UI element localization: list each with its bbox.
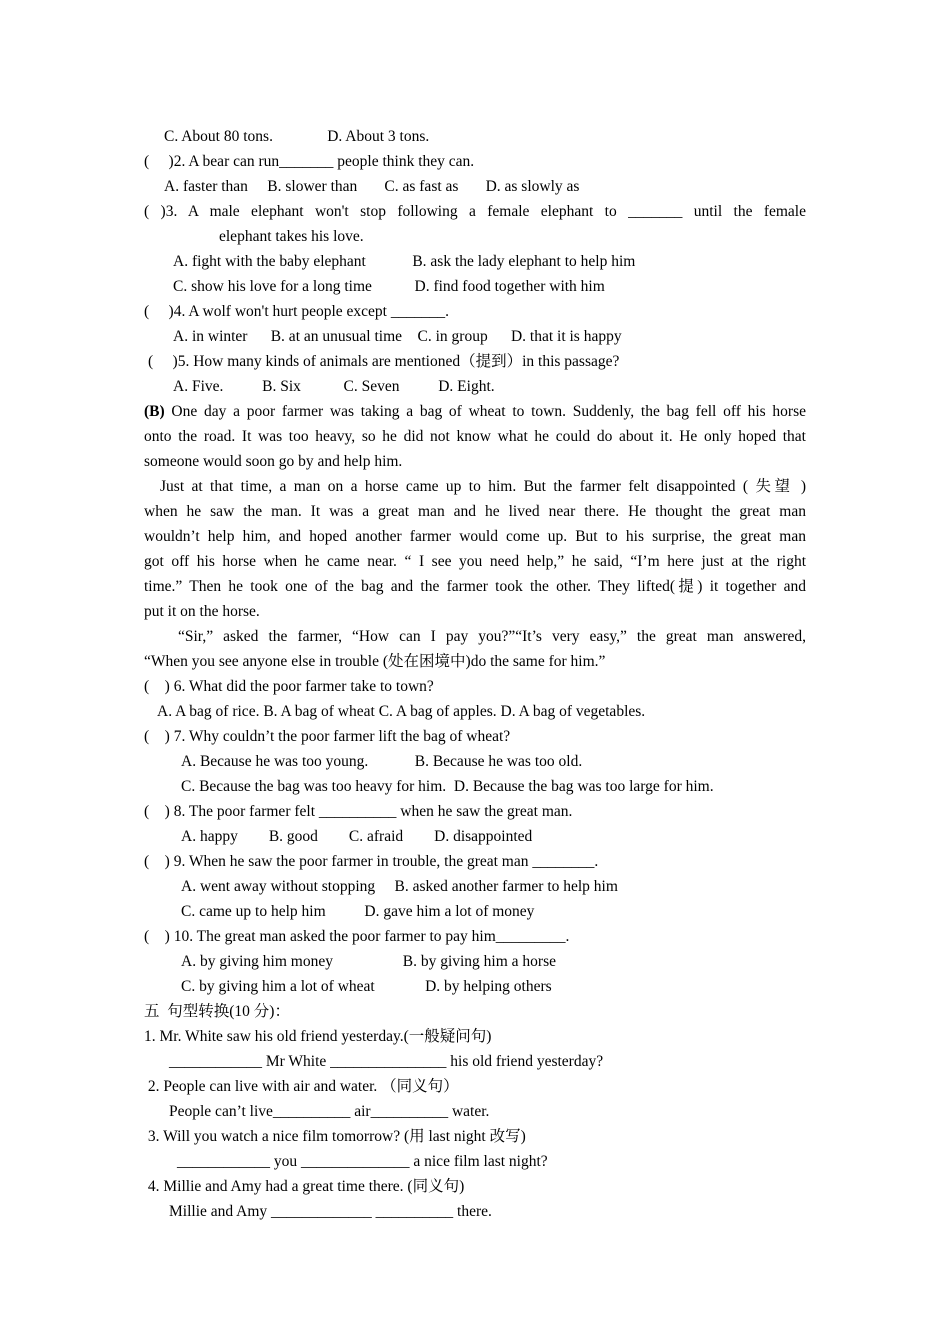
q3-stem-cont: elephant takes his love. [219, 228, 364, 245]
passage-b-p2-line6: put it on the horse. [144, 603, 260, 620]
q8-stem: ( ) 8. The poor farmer felt __________ when he saw the great man. [144, 803, 573, 820]
q2-options: A. faster than B. slower than C. as fast as D. as slowly as [164, 178, 580, 195]
s2-answer-line: People can’t live__________ air__________ water. [169, 1103, 490, 1120]
passage-b-p3-line1: “Sir,” asked the farmer, “How can I pay you?”“It’s very easy,” the great man answered, [178, 628, 806, 645]
s1-prompt: 1. Mr. White saw his old friend yesterday.(一般疑问句) [144, 1028, 492, 1045]
q10-options-1: A. by giving him money B. by giving him a horse [181, 953, 556, 970]
s3-answer-line: ____________ you ______________ a nice film last night? [177, 1153, 548, 1170]
q5-options: A. Five. B. Six C. Seven D. Eight. [173, 378, 495, 395]
q10-options-2: C. by giving him a lot of wheat D. by helping others [181, 978, 552, 995]
s2-prompt: 2. People can live with air and water. （同义句） [144, 1078, 459, 1095]
s4-answer-line: Millie and Amy _____________ __________ there. [169, 1203, 492, 1220]
q4-stem: ( )4. A wolf won't hurt people except _______. [144, 303, 449, 320]
q2-stem: ( )2. A bear can run_______ people think they can. [144, 153, 475, 170]
q6-stem: ( ) 6. What did the poor farmer take to town? [144, 678, 434, 695]
q9-options-1: A. went away without stopping B. asked another farmer to help him [181, 878, 618, 895]
q7-options-1: A. Because he was too young. B. Because he was too old. [181, 753, 583, 770]
s1-answer-line: ____________ Mr White _______________ his old friend yesterday? [169, 1053, 604, 1070]
q9-options-2: C. came up to help him D. gave him a lot of money [181, 903, 535, 920]
passage-b-p2-line3: wouldn’t help him, and hoped another farmer would come up. But to his surprise, the great man [144, 528, 806, 545]
passage-b-p2-line2: when he saw the man. It was a great man and he lived near there. He thought the great man [144, 503, 806, 520]
q7-stem: ( ) 7. Why couldn’t the poor farmer lift the bag of wheat? [144, 728, 511, 745]
q4-options: A. in winter B. at an unusual time C. in group D. that it is happy [173, 328, 622, 345]
passage-b-p1-line3: someone would soon go by and help him. [144, 453, 403, 470]
passage-b-p1-line1: (B) One day a poor farmer was taking a bag of wheat to town. Suddenly, the bag fell off his horse [144, 403, 806, 420]
q3-stem: ( )3. A male elephant won't stop following a female elephant to _______ until the female [144, 203, 806, 220]
passage-b-label: (B) [144, 403, 165, 420]
q7-options-2: C. Because the bag was too heavy for him. D. Because the bag was too large for him. [181, 778, 714, 795]
q6-options: A. A bag of rice. B. A bag of wheat C. A bag of apples. D. A bag of vegetables. [157, 703, 646, 720]
q1-options: C. About 80 tons. D. About 3 tons. [164, 128, 430, 145]
section-5-title: 五 句型转换(10 分)： [144, 1003, 290, 1020]
passage-b-p2-line5: time.” Then he took one of the bag and the farmer took the other. They lifted(提) it together and [144, 578, 806, 595]
q9-stem: ( ) 9. When he saw the poor farmer in trouble, the great man ________. [144, 853, 599, 870]
q3-options-2: C. show his love for a long time D. find food together with him [173, 278, 605, 295]
passage-b-p2-line4: got off his horse when he came near. “ I see you need help,” he said, “I’m here just at the right [144, 553, 806, 570]
q8-options: A. happy B. good C. afraid D. disappointed [181, 828, 533, 845]
passage-b-p3-line2: “When you see anyone else in trouble (处在困境中)do the same for him.” [144, 653, 606, 670]
passage-b-p1-line2: onto the road. It was too heavy, so he did not know what he could do about it. He only hoped that [144, 428, 806, 445]
passage-b-p2-line1: Just at that time, a man on a horse came up to him. But the farmer felt disappointed ( 失望 ) [160, 478, 806, 495]
q10-stem: ( ) 10. The great man asked the poor farmer to pay him_________. [144, 928, 570, 945]
q5-stem: ( )5. How many kinds of animals are mentioned（提到）in this passage? [148, 353, 620, 370]
q3-options-1: A. fight with the baby elephant B. ask the lady elephant to help him [173, 253, 636, 270]
s4-prompt: 4. Millie and Amy had a great time there. (同义句) [144, 1178, 465, 1195]
s3-prompt: 3. Will you watch a nice film tomorrow? (用 last night 改写) [144, 1128, 526, 1145]
